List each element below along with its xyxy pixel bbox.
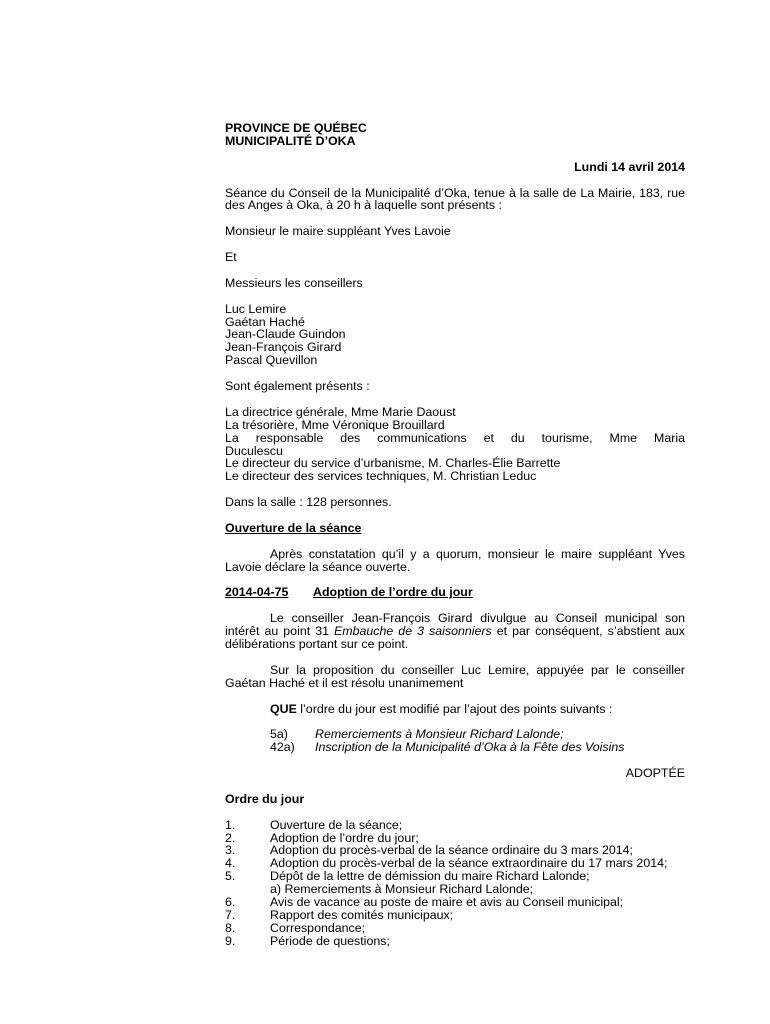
councillor-name: Luc Lemire xyxy=(225,301,287,316)
province-heading: PROVINCE DE QUÉBEC xyxy=(225,121,367,135)
municipality-heading: MUNICIPALITÉ D’OKA xyxy=(225,133,356,148)
staff-line: Le directeur des services techniques, M. Christian Leduc xyxy=(225,469,537,484)
staff-line: La trésorière, Mme Véronique Brouillard xyxy=(225,417,445,432)
addition-item: 5a) Remerciements à Monsieur Richard Lalonde; xyxy=(270,727,564,742)
agenda-item: 3. Adoption du procès-verbal de la séance ordinaire du 3 mars 2014; xyxy=(225,843,633,858)
meeting-date: Lundi 14 avril 2014 xyxy=(574,159,685,174)
staff-line: La directrice générale, Mme Marie Daoust xyxy=(225,404,456,419)
resolution-disclosure: Le conseiller Jean-François Girard divulgue au Conseil municipal son intérêt au point 31 Embauche de 3 saisonniers et par conséquent, s’abstient aux délibérations portant sur ce point. xyxy=(225,611,686,652)
agenda-item: 9. Période de questions; xyxy=(225,933,390,948)
staff-line: Duculescu xyxy=(225,443,283,458)
resolution-title: Adoption de l’ordre du jour xyxy=(313,585,473,600)
agenda-item: 1. Ouverture de la séance; xyxy=(225,817,403,832)
session-intro: Séance du Conseil de la Municipalité d’Oka, tenue à la salle de La Mairie, 183, rue des Anges à Oka, à 20 h à laquelle sont présents : xyxy=(225,185,685,213)
also-present-label: Sont également présents : xyxy=(225,379,370,394)
resolution-number: 2014-04-75 xyxy=(225,585,289,600)
addition-item: 42a) Inscription de la Municipalité d’Oka à la Fête des Voisins xyxy=(270,740,625,755)
agenda-subitem: a) Remerciements à Monsieur Richard Lalonde; xyxy=(270,882,534,897)
document-body xyxy=(225,122,685,948)
mayor-line: Monsieur le maire suppléant Yves Lavoie xyxy=(225,224,451,239)
audience-count: Dans la salle : 128 personnes. xyxy=(225,495,392,510)
opening-heading: Ouverture de la séance xyxy=(225,520,362,535)
adopted-label: ADOPTÉE xyxy=(625,766,685,781)
and-line: Et xyxy=(225,250,237,264)
agenda-item: 2. Adoption de l’ordre du jour; xyxy=(225,830,419,845)
councillor-name: Pascal Quevillon xyxy=(225,353,318,368)
councillor-name: Jean-Claude Guindon xyxy=(225,327,346,342)
agenda-item: 8. Correspondance; xyxy=(225,920,366,935)
councillor-name: Jean-François Girard xyxy=(225,340,342,355)
agenda-item: 7. Rapport des comités municipaux; xyxy=(225,907,454,922)
resolution-que: QUE l’ordre du jour est modifié par l’ajout des points suivants : xyxy=(270,701,613,716)
resolution-header xyxy=(225,586,685,599)
councillor-name: Gaétan Haché xyxy=(225,314,305,329)
agenda-item: 5. Dépôt de la lettre de démission du maire Richard Lalonde; xyxy=(225,869,590,884)
councillors-label: Messieurs les conseillers xyxy=(225,275,363,290)
agenda-item: 4. Adoption du procès-verbal de la séance extraordinaire du 17 mars 2014; xyxy=(225,856,668,871)
agenda-item: 6. Avis de vacance au poste de maire et avis au Conseil municipal; xyxy=(225,895,624,910)
agenda-heading: Ordre du jour xyxy=(225,791,305,806)
resolution-proposal: Sur la proposition du conseiller Luc Lemire, appuyée par le conseiller Gaétan Haché et il est résolu unanimement xyxy=(225,662,685,690)
staff-line: La responsable des communications et du tourisme, Mme Maria xyxy=(225,430,685,445)
staff-line: Le directeur du service d’urbanisme, M. Charles-Élie Barrette xyxy=(225,456,561,471)
opening-text: Après constatation qu’il y a quorum, monsieur le maire suppléant Yves Lavoie déclare la séance ouverte. xyxy=(225,546,685,574)
agenda-list xyxy=(225,819,685,948)
